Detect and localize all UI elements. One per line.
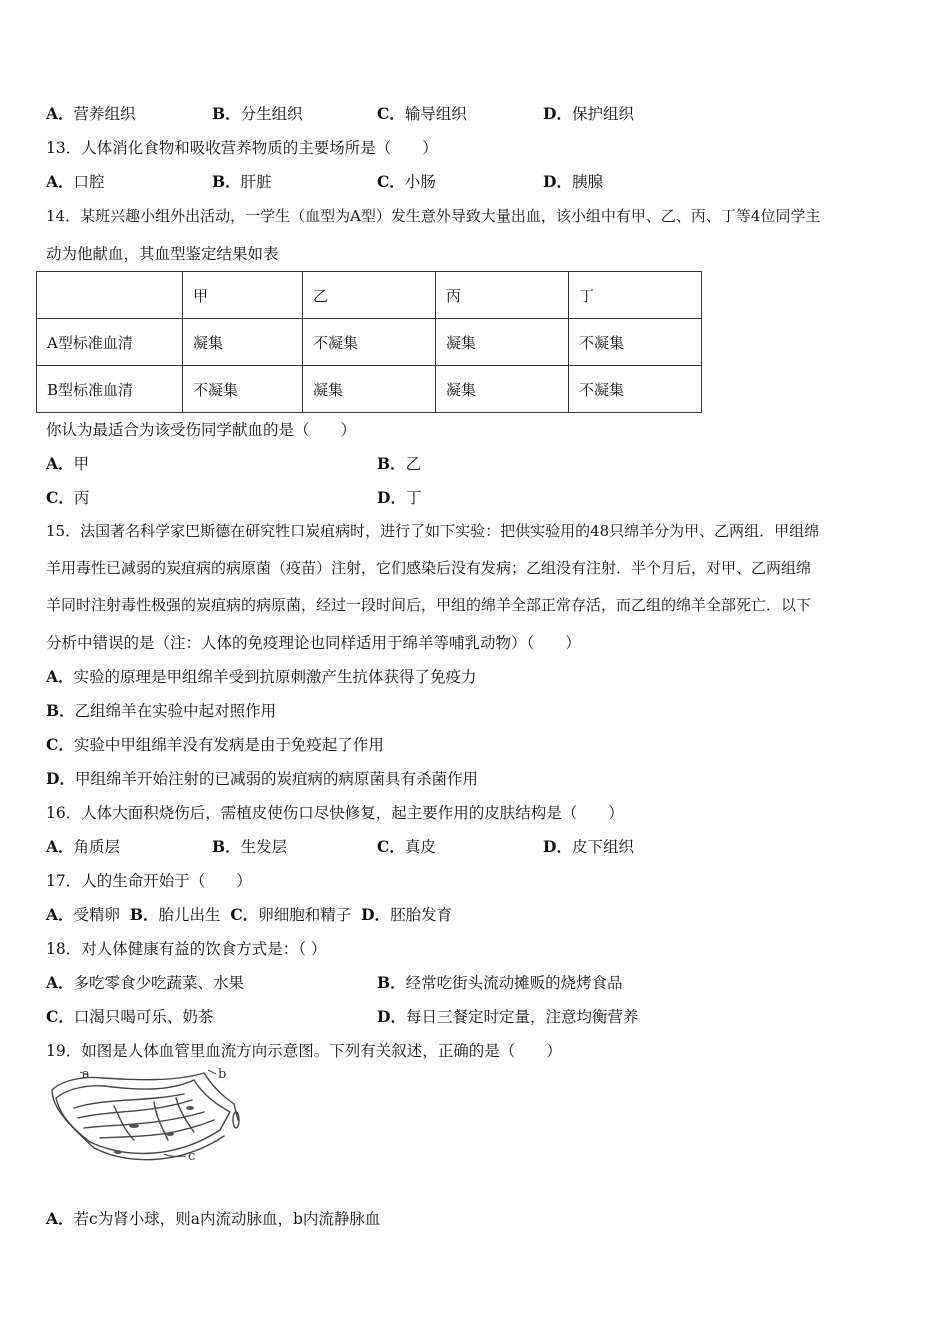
table-cell: 不凝集 (569, 319, 702, 366)
blood-type-table (36, 271, 702, 413)
q16-option-b: B．生发层 (212, 837, 288, 856)
q12-option-a: A．营养组织 (46, 104, 136, 123)
q18-option-d: D．每日三餐定时定量，注意均衡营养 (377, 1007, 639, 1026)
table-header-row (37, 272, 702, 319)
q13-option-c: C．小肠 (377, 172, 436, 191)
table-cell: 不凝集 (303, 319, 436, 366)
q15-option-d: D．甲组绵羊开始注射的已减弱的炭疽病的病原菌具有杀菌作用 (46, 769, 478, 788)
table-header-cell: 乙 (303, 272, 436, 319)
q15-stem-line2: 羊用毒性已减弱的炭疽病的病原菌（疫苗）注射，它们感染后没有发病；乙组没有注射．半个月后，对甲、乙两组绵 (46, 559, 812, 577)
q14-stem-line2: 动为他献血，其血型鉴定结果如表 (46, 245, 279, 263)
label-c: c (188, 1149, 196, 1164)
q18-option-c: C．口渴只喝可乐、奶茶 (46, 1007, 214, 1026)
table-cell: 凝集 (303, 366, 436, 413)
label-a: a (82, 1068, 90, 1082)
q15-option-c: C．实验中甲组绵羊没有发病是由于免疫起了作用 (46, 735, 384, 754)
table-cell: 凝集 (436, 319, 569, 366)
q19-stem: 19．如图是人体血管里血流方向示意图。下列有关叙述，正确的是（ ） (46, 1042, 562, 1060)
label-b: b (218, 1068, 227, 1082)
q13-option-b: B．肝脏 (212, 172, 272, 191)
table-cell: 不凝集 (569, 366, 702, 413)
q17-option-c: C．卵细胞和精子 (230, 905, 352, 924)
q19-option-a: A．若c为肾小球，则a内流动脉血，b内流静脉血 (46, 1209, 381, 1228)
table-cell: 不凝集 (183, 366, 303, 413)
q13-option-d: D．胰腺 (543, 172, 603, 191)
q12-option-d: D．保护组织 (543, 104, 634, 123)
q14-option-a: A．甲 (46, 454, 90, 473)
q14-option-d: D．丁 (377, 488, 422, 507)
q15-stem-line4: 分析中错误的是（注：人体的免疫理论也同样适用于绵羊等哺乳动物）（ ） (46, 634, 581, 652)
table-row (37, 366, 702, 413)
q16-option-d: D．皮下组织 (543, 837, 634, 856)
q17-stem: 17．人的生命开始于（ ） (46, 872, 252, 890)
table-header-cell: 甲 (183, 272, 303, 319)
table-header-cell: 丁 (569, 272, 702, 319)
q16-stem: 16．人体大面积烧伤后，需植皮使伤口尽快修复，起主要作用的皮肤结构是（ ） (46, 804, 624, 822)
table-header-cell: 丙 (436, 272, 569, 319)
q17-option-a: A．受精卵 (46, 905, 121, 924)
q14-option-b: B．乙 (377, 454, 422, 473)
table-cell: A型标准血清 (37, 319, 183, 366)
q16-option-a: A．角质层 (46, 837, 121, 856)
q16-option-c: C．真皮 (377, 837, 436, 856)
q15-option-a: A．实验的原理是甲组绵羊受到抗原刺激产生抗体获得了免疫力 (46, 667, 477, 686)
q12-option-c: C．输导组织 (377, 104, 467, 123)
q14-option-c: C．丙 (46, 488, 90, 507)
table-header-cell (37, 272, 183, 319)
q15-stem-line3: 羊同时注射毒性极强的炭疽病的病原菌，经过一段时间后，甲组的绵羊全部正常存活，而乙组的绵羊全部死亡．以下 (46, 596, 812, 614)
table-row (37, 319, 702, 366)
q18-option-b: B．经常吃街头流动摊贩的烧烤食品 (377, 973, 623, 992)
q14-question: 你认为最适合为该受伤同学献血的是（ ） (46, 421, 357, 439)
table-cell: B型标准血清 (37, 366, 183, 413)
q18-stem: 18．对人体健康有益的饮食方式是：（ ） (46, 940, 327, 958)
q12-option-b: B．分生组织 (212, 104, 303, 123)
q17-option-d: D．胚胎发育 (361, 905, 453, 924)
q15-stem-line1: 15．法国著名科学家巴斯德在研究牲口炭疽病时，进行了如下实验：把供实验用的48只绵羊分为甲、乙两组．甲组绵 (46, 522, 820, 540)
q18-option-a: A．多吃零食少吃蔬菜、水果 (46, 973, 245, 992)
q14-stem-line1: 14．某班兴趣小组外出活动，一学生（血型为A型）发生意外导致大量出血，该小组中有甲、乙、丙、丁等4位同学主 (46, 207, 821, 225)
table-cell: 凝集 (183, 319, 303, 366)
table-cell: 凝集 (436, 366, 569, 413)
q15-option-b: B．乙组绵羊在实验中起对照作用 (46, 701, 277, 720)
blood-vessel-diagram (44, 1068, 254, 1168)
q13-stem: 13．人体消化食物和吸收营养物质的主要场所是（ ） (46, 139, 438, 157)
q17-options-row (46, 903, 452, 925)
q17-option-b: B．胎儿出生 (129, 905, 221, 924)
q13-option-a: A．口腔 (46, 172, 105, 191)
